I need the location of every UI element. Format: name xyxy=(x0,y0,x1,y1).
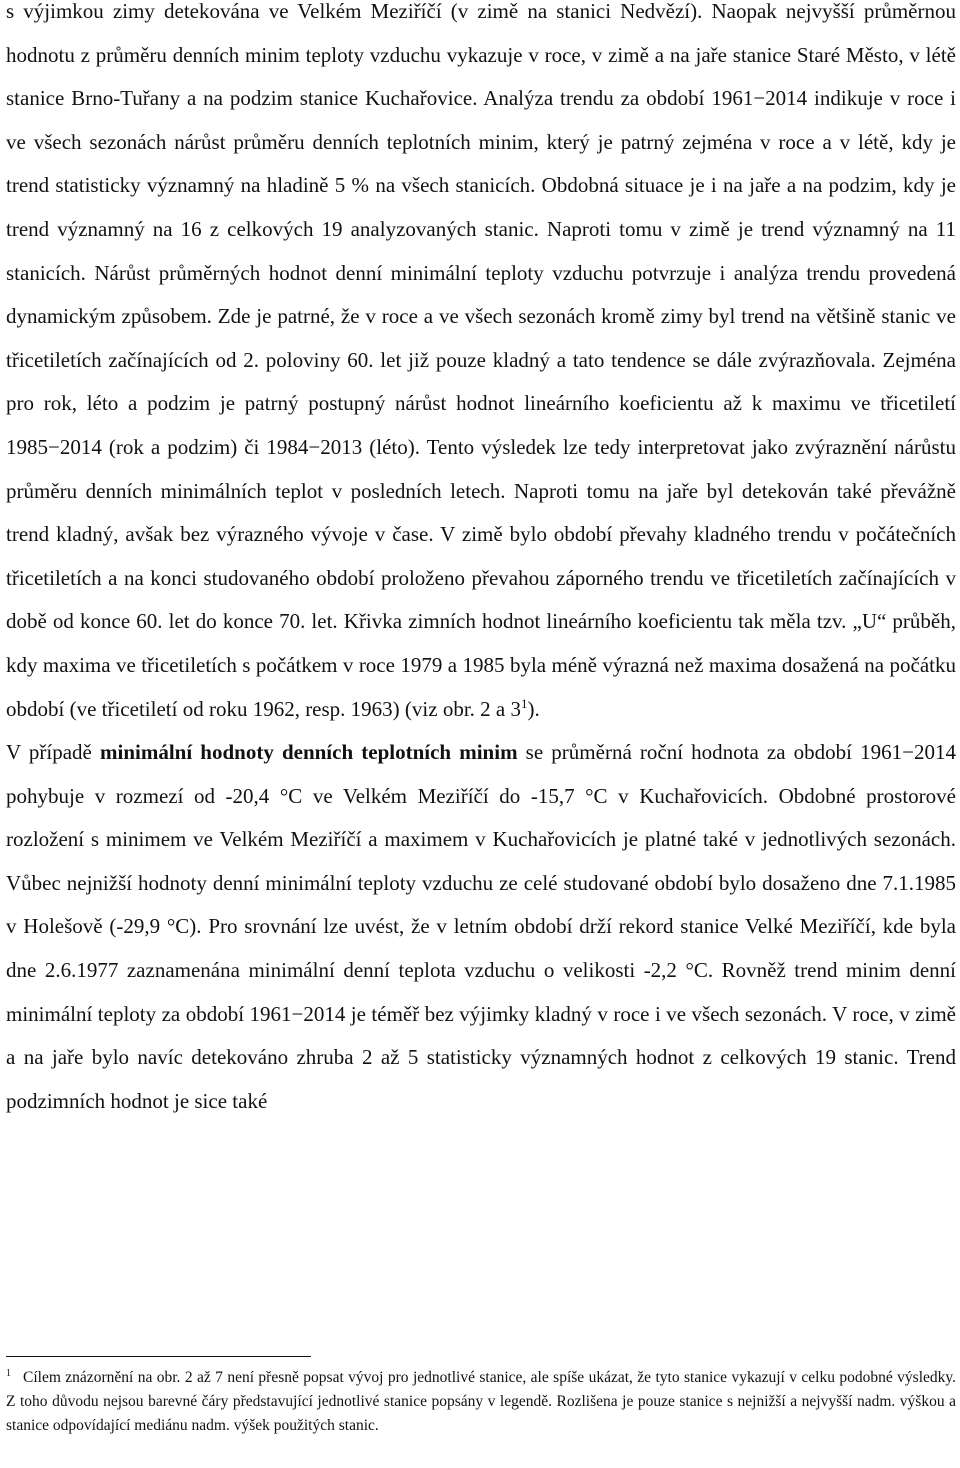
paragraph-text: se průměrná roční hodnota za období 1961−2014 pohybuje v rozmezí od -20,4 °C ve Velkém Meziříčí do -15,7 °C v Kuchařovicích. Obdobné prostorové rozložení s minimem ve Velkém Meziříčí a maximem v Kuchařovicích je platné také v jednotlivých sezonách. Vůbec nejnižší hodnoty denní minimální teploty vzduchu ze celé studované období bylo dosaženo dne 7.1.1985 v Holešově (-29,9 °C). Pro srovnání lze uvést, že v letním období drží rekord stanice Velké Meziříčí, kde byla dne 2.6.1977 zaznamenána minimální denní teplota vzduchu o velikosti -2,2 °C. Rovněž trend minim denní minimální teploty za období 1961−2014 je téměř bez výjimky kladný v roce i ve všech sezonách. V roce, v zimě a na jaře bylo navíc detekováno zhruba 2 až 5 statisticky významných hodnot z celkových 19 stanic. Trend podzimních hodnot je sice také xyxy=(6,740,956,1113)
paragraph-end: ). xyxy=(527,696,540,721)
footnote-text: Cílem znázornění na obr. 2 až 7 není přesně popsat vývoj pro jednotlivé stanice, ale spíše ukázat, že tyto stanice vykazují v celku podobné výsledky. Z toho důvodu nejsou barevné čáry představující jednotlivé stanice popsány v legendě. Rozlišena je pouze stanice s nejnižší a nejvyšší nadm. výškou a stanice odpovídající mediánu nadm. výšek použitých stanic. xyxy=(6,1369,956,1434)
footnote-separator xyxy=(6,1356,311,1357)
body-text xyxy=(6,0,956,1123)
paragraph-trend-analysis xyxy=(6,0,956,731)
bold-term: minimální hodnoty denních teplotních minim xyxy=(100,740,518,765)
paragraph-text: s výjimkou zimy detekována ve Velkém Meziříčí (v zimě na stanici Nedvězí). Naopak nejvyšší průměrnou hodnotu z průměru denních minim teploty vzduchu vykazuje v roce, v zimě a na jaře stanice Staré Město, v létě stanice Brno-Tuřany a na podzim stanice Kuchařovice. Analýza trendu za období 1961−2014 indikuje v roce i ve všech sezonách nárůst průměru denních teplotních minim, který je patrný zejména v roce a v létě, kdy je trend statisticky významný na hladině 5 % na všech stanicích. Obdobná situace je i na jaře a na podzim, kdy je trend významný na 16 z celkových 19 analyzovaných stanic. Naproti tomu v zimě je trend významný na 11 stanicích. Nárůst průměrných hodnot denní minimální teploty vzduchu potvrzuje i analýza trendu provedená dynamickým způsobem. Zde je patrné, že v roce a ve všech sezonách kromě zimy byl trend na většině stanic ve třicetiletích začínajících od 2. poloviny 60. let již pouze kladný a tato tendence se dále zvýrazňovala. Zejména pro rok, léto a podzim je patrný postupný nárůst hodnot lineárního koeficientu až k maximu ve třicetiletí 1985−2014 (rok a podzim) či 1984−2013 (léto). Tento výsledek lze tedy interpretovat jako zvýraznění nárůstu průměru denních minimálních teplot v posledních letech. Naproti tomu na jaře byl detekován také převážně trend kladný, avšak bez výrazného vývoje v čase. V zimě bylo období převahy kladného trendu v počátečních třicetiletích a na konci studovaného období proloženo převahou záporného trendu ve třicetiletích začínajících v době od konce 60. let do konce 70. let. Křivka zimních hodnot lineárního koeficientu tak měla tzv. „U“ průběh, kdy maxima ve třicetiletích s počátkem v roce 1979 a 1985 byla méně výrazná než maxima dosažená na počátku období (ve třicetiletí od roku 1962, resp. 1963) (viz obr. 2 a 3 xyxy=(6,0,956,721)
footnote xyxy=(6,1366,956,1438)
paragraph-minimum-values xyxy=(6,731,956,1123)
footnote-reference[interactable]: 1 xyxy=(520,695,528,711)
footnote-number: 1 xyxy=(6,1367,11,1379)
document-page xyxy=(6,0,956,1434)
paragraph-lead: V případě xyxy=(6,740,100,765)
